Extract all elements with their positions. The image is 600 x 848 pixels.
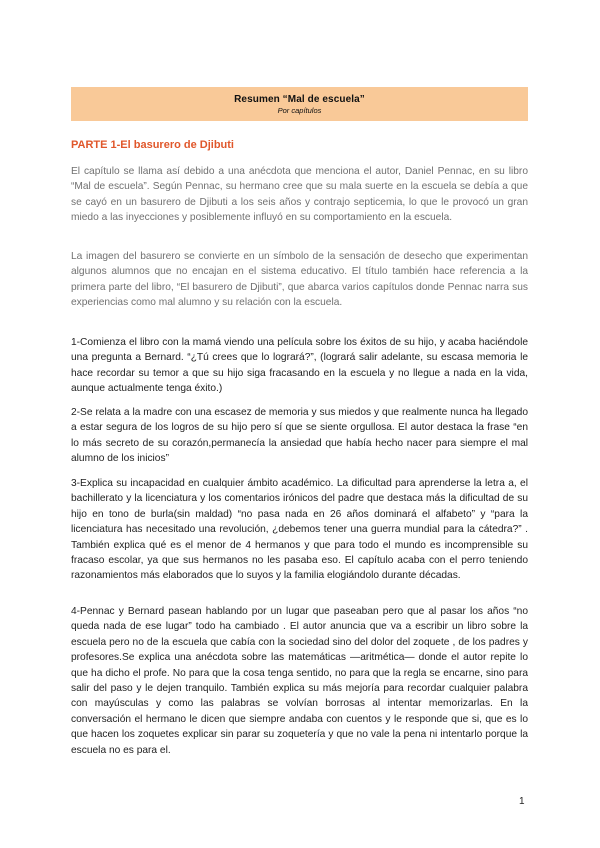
page-number: 1 — [519, 796, 525, 807]
chapter-paragraph-1: 1-Comienza el libro con la mamá viendo una película sobre los éxitos de su hijo, y acaba haciéndole una pregunta a Bernard. “¿Tú crees que lo logrará?”, (logrará salir adelante, su escasa memoria le hace recordar su temor a que su hijo siga fracasando en la escuela y no llegue a nada en la vida, aunque actualmente tenga éxito.) — [71, 337, 528, 395]
part-heading: PARTE 1-El basurero de Djibuti — [71, 139, 234, 151]
document-subtitle: Por capítulos — [277, 106, 322, 115]
chapter-paragraph-3: 3-Explica su incapacidad en cualquier ámbito académico. La dificultad para aprenderse la letra a, el bachillerato y la licenciatura y los comentarios irónicos del padre que destaca más la dificultad de su hijo en tono de burla(sin maldad) “no pasa nada en 26 años dominará el alfabeto” y “para la licenciatura has necesitado una revolución, ¿debemos tener una guerra mundial para la cátedra?” . También explica qué es el menor de 4 hermanos y que para todo el mundo es incomprensible su fracaso escolar, ya que sus hermanos no les pasaba eso. El capítulo acaba con el perro teniendo razonamientos más elaborados que lo suyos y la familia elogiándolo durante décadas. — [71, 478, 528, 582]
chapter-paragraph-2: 2-Se relata a la madre con una escasez de memoria y sus miedos y que realmente nunca ha llegado a estar segura de los logros de su hijo pero sí que se siente orgullosa. El autor destaca la frase “en lo más secreto de su corazón,permanecía la ansiedad que había hecho nacer para siempre el mal alumno de los inicios” — [71, 407, 528, 465]
intro-paragraph-1: El capítulo se llama así debido a una anécdota que menciona el autor, Daniel Pennac, en su libro “Mal de escuela”. Según Pennac, su hermano cree que su mala suerte en la escuela se debía a que se cayó en un basurero de Djibuti a los seis años y contrajo septicemia, lo que le provocó un gran miedo a las inyecciones y posiblemente influyó en su comportamiento en la escuela. — [71, 166, 528, 224]
document-title: Resumen “Mal de escuela” — [234, 94, 365, 105]
title-band — [71, 87, 528, 121]
intro-paragraph-2: La imagen del basurero se convierte en un símbolo de la sensación de desecho que experimentan algunos alumnos que no encajan en el sistema educativo. El título también hace referencia a la primera parte del libro, “El basurero de Djibuti”, que abarca varios capítulos donde Pennac narra sus experiencias como mal alumno y su relación con la escuela. — [71, 251, 528, 309]
chapter-paragraph-4: 4-Pennac y Bernard pasean hablando por un lugar que paseaban pero que al pasar los años “no queda nada de ese lugar” todo ha cambiado . El autor anuncia que va a escribir un libro sobre la escuela pero no de la escuela que cabía con la sociedad sino del dolor del zoquete , de los padres y profesores.Se explica una anécdota sobre las matemáticas —aritmética— donde el autor repite lo que ha dicho el profe. No para que la cosa tenga sentido, no para que la regla se encarne, sino para salir del paso y le dejen tranquilo. También explica su más mejoría para recordar cualquier palabra con mayúsculas y como las palabras se volvían borrosas al intentar memorizarlas. En la conversación el hermano le dicen que siempre andaba con cuentos y le responde que si, que es lo que hacen los zoquetes explicar sin parar su zoquetería y que no vale la pena ni intentarlo porque la escuela no es para el. — [71, 606, 528, 756]
